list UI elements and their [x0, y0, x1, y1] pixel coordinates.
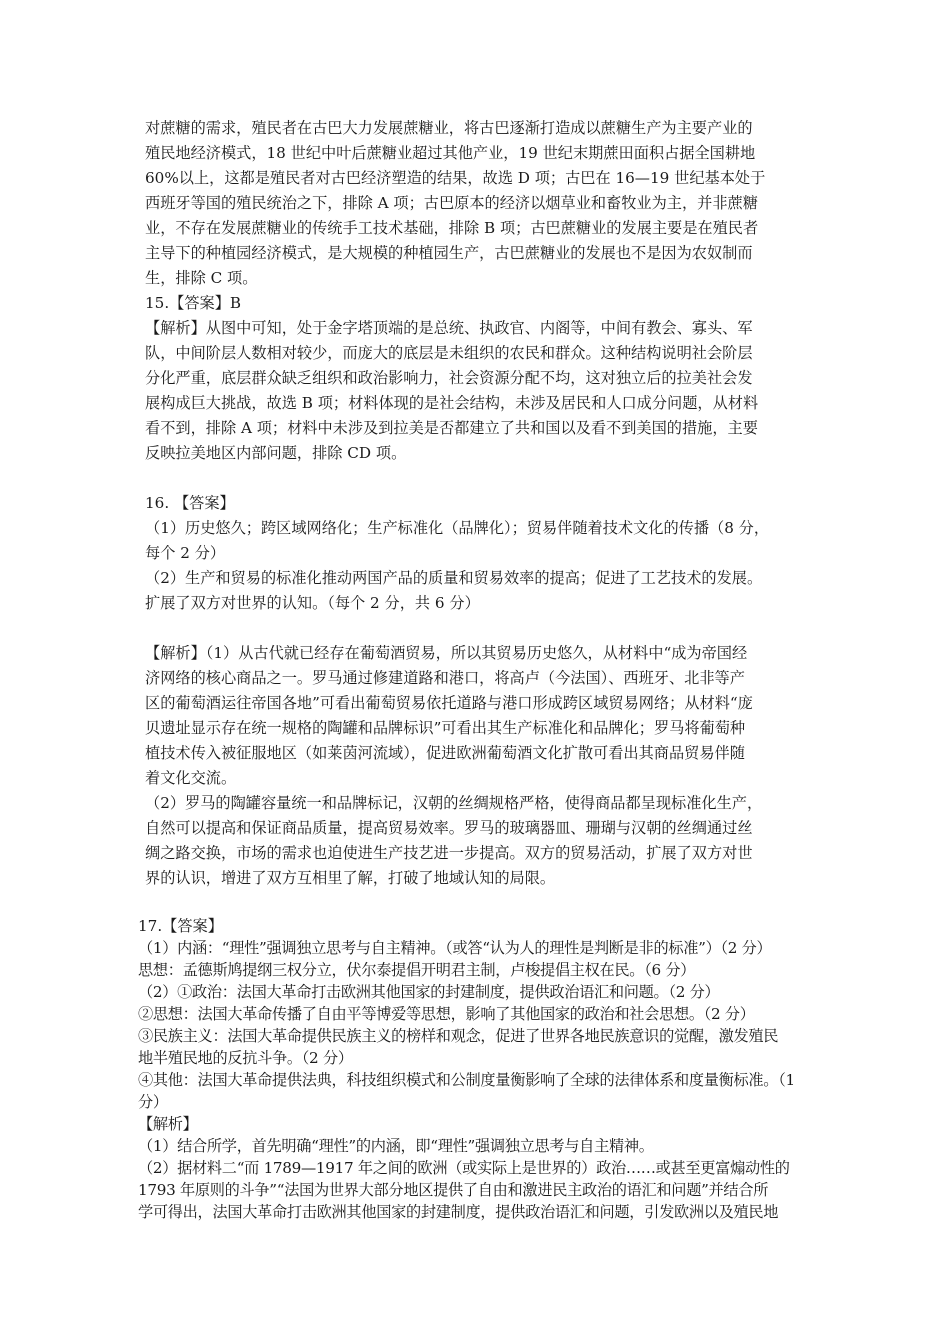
text-line: 看不到，排除 A 项；材料中未涉及到拉美是否都建立了共和国以及看不到美国的措施，主要 — [145, 419, 758, 437]
text-line: 分化严重，底层群众缺乏组织和政治影响力，社会资源分配不均，这对独立后的拉美社会发 — [145, 369, 753, 387]
text-line: 队，中间阶层人数相对较少，而庞大的底层是未组织的农民和群众。这种结构说明社会阶层 — [145, 344, 753, 362]
text-line: 区的葡萄酒运往帝国各地”可看出葡萄贸易依托道路与港口形成跨区域贸易网络；从材料“庞 — [145, 694, 753, 712]
text-line: 地半殖民地的反抗斗争。（2 分） — [138, 1049, 353, 1067]
text-line: 对蔗糖的需求，殖民者在古巴大力发展蔗糖业，将古巴逐渐打造成以蔗糖生产为主要产业的 — [145, 119, 753, 137]
text-line: （1）结合所学，首先明确“理性”的内涵，即“理性”强调独立思考与自主精神。 — [138, 1137, 654, 1155]
text-line: 展构成巨大挑战，故选 B 项；材料体现的是社会结构，未涉及居民和人口成分问题，从材料 — [145, 394, 759, 412]
text-line: （1）内涵：“理性”强调独立思考与自主精神。（或答“认为人的理性是判断是非的标准”）（2 分） — [138, 939, 772, 957]
text-line: （1）历史悠久；跨区域网络化；生产标准化（品牌化）；贸易伴随着技术文化的传播（8 分， — [145, 519, 770, 537]
text-line: 殖民地经济模式，18 世纪中叶后蔗糖业超过其他产业，19 世纪末期蔗田面积占据全国耕地 — [145, 144, 756, 162]
text-line: 生，排除 C 项。 — [145, 269, 258, 287]
text-line: ③民族主义：法国大革命提供民族主义的榜样和观念，促进了世界各地民族意识的觉醒，激发殖民 — [138, 1027, 779, 1045]
q16-answer: 16. 【答案】 — [145, 494, 235, 512]
text-line: 济网络的核心商品之一。罗马通过修建道路和港口，将高卢（今法国）、西班牙、北非等产 — [145, 669, 745, 687]
text-line: 西班牙等国的殖民统治之下，排除 A 项；古巴原本的经济以烟草业和畜牧业为主，并非蔗糖 — [145, 194, 758, 212]
text-line: 【解析】（1）从古代就已经存在葡萄酒贸易，所以其贸易历史悠久，从材料中“成为帝国经 — [145, 644, 748, 662]
text-line: 反映拉美地区内部问题，排除 CD 项。 — [145, 444, 407, 462]
text-line: 学可得出，法国大革命打击欧洲其他国家的封建制度，提供政治语汇和问题，引发欧洲以及殖民地 — [138, 1203, 779, 1221]
q17-analysis-label: 【解析】 — [138, 1115, 198, 1133]
text-line: 绸之路交换，市场的需求也迫使进生产技艺进一步提高。双方的贸易活动，扩展了双方对世 — [145, 844, 753, 862]
text-line: （2）据材料二“而 1789—1917 年之间的欧洲（或实际上是世界的）政治……或甚至更富煽动性的 — [138, 1159, 790, 1177]
text-line: 着文化交流。 — [145, 769, 237, 787]
text-line: 扩展了双方对世界的认知。（每个 2 分，共 6 分） — [145, 594, 480, 612]
text-line: 业，不存在发展蔗糖业的传统手工技术基础，排除 B 项；古巴蔗糖业的发展主要是在殖民者 — [145, 219, 759, 237]
text-line: 贝遗址显示存在统一规格的陶罐和品牌标识”可看出其生产标准化和品牌化；罗马将葡萄种 — [145, 719, 746, 737]
text-line: ②思想：法国大革命传播了自由平等博爱等思想，影响了其他国家的政治和社会思想。（2 分） — [138, 1005, 755, 1023]
text-line: 【解析】从图中可知，处于金字塔顶端的是总统、执政官、内阁等，中间有教会、寡头、军 — [145, 319, 753, 337]
text-line: 植技术传入被征服地区（如莱茵河流域），促进欧洲葡萄酒文化扩散可看出其商品贸易伴随 — [145, 744, 745, 762]
q17-answer: 17.【答案】 — [138, 917, 223, 935]
text-line: 主导下的种植园经济模式，是大规模的种植园生产，古巴蔗糖业的发展也不是因为农奴制而 — [145, 244, 753, 262]
text-line: （2）①政治：法国大革命打击欧洲其他国家的封建制度，提供政治语汇和问题。（2 分） — [138, 983, 720, 1001]
text-line: 每个 2 分） — [145, 544, 226, 562]
text-line: 分） — [138, 1093, 168, 1111]
text-line: （2）罗马的陶罐容量统一和品牌标记，汉朝的丝绸规格严格，使得商品都呈现标准化生产， — [145, 794, 763, 812]
text-line: 界的认识，增进了双方互相里了解，打破了地域认知的局限。 — [145, 869, 556, 887]
q15-answer: 15.【答案】B — [145, 294, 242, 312]
text-line: （2）生产和贸易的标准化推动两国产品的质量和贸易效率的提高；促进了工艺技术的发展。 — [145, 569, 763, 587]
text-line: 1793 年原则的斗争”“法国为世界大部分地区提供了自由和激进民主政治的语汇和问题”并结合所 — [138, 1181, 769, 1199]
text-line: 思想：孟德斯鸠提纲三权分立，伏尔泰提倡开明君主制，卢梭提倡主权在民。（6 分） — [138, 961, 696, 979]
text-line: 60%以上，这都是殖民者对古巴经济塑造的结果，故选 D 项；古巴在 16—19 世纪基本处于 — [145, 169, 766, 187]
text-line: 自然可以提高和保证商品质量，提高贸易效率。罗马的玻璃器皿、珊瑚与汉朝的丝绸通过丝 — [145, 819, 753, 837]
text-line: ④其他：法国大革命提供法典，科技组织模式和公制度量衡影响了全球的法律体系和度量衡标准。（1 — [138, 1071, 795, 1089]
